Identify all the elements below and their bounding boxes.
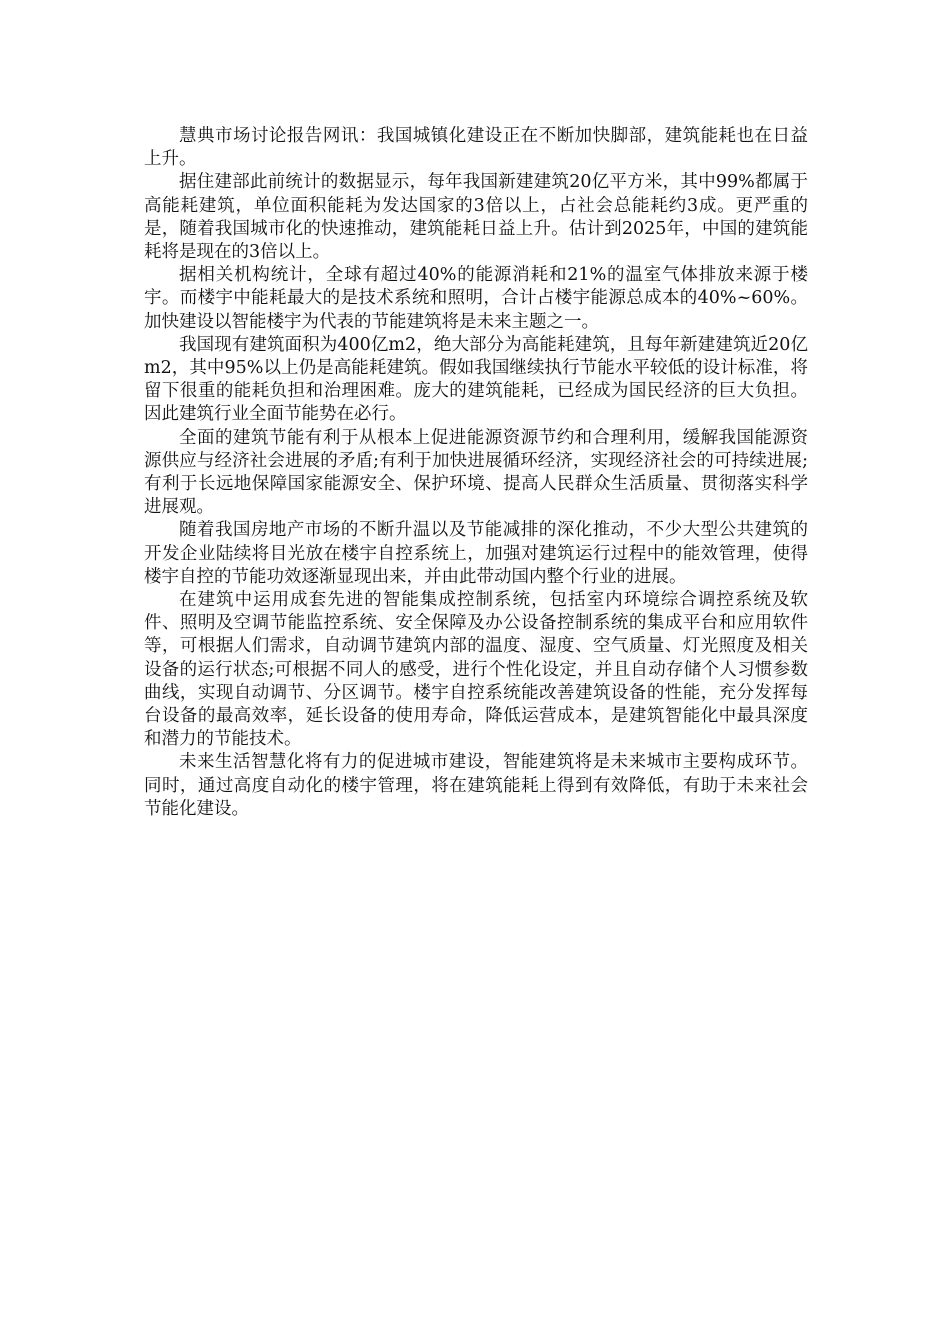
paragraph-8: 未来生活智慧化将有力的促进城市建设，智能建筑将是未来城市主要构成环节。同时，通过高度自动化的楼宇管理，将在建筑能耗上得到有效降低，有助于未来社会节能化建设。 bbox=[144, 752, 808, 819]
paragraph-2: 据住建部此前统计的数据显示，每年我国新建建筑20亿平方米，其中99%都属于高能耗建筑，单位面积能耗为发达国家的3倍以上，占社会总能耗约3成。更严重的是，随着我国城市化的快速推动，建筑能耗日益上升。估计到2025年，中国的建筑能耗将是现在的3倍以上。 bbox=[144, 172, 808, 263]
paragraph-5: 全面的建筑节能有利于从根本上促进能源资源节约和合理利用，缓解我国能源资源供应与经济社会进展的矛盾;有利于加快进展循环经济，实现经济社会的可持续进展;有利于长远地保障国家能源安全、保护环境、提高人民群众生活质量、贯彻落实科学进展观。 bbox=[144, 427, 808, 518]
paragraph-4: 我国现有建筑面积为400亿m2，绝大部分为高能耗建筑，且每年新建建筑近20亿m2，其中95%以上仍是高能耗建筑。假如我国继续执行节能水平较低的设计标准，将留下很重的能耗负担和治理困难。庞大的建筑能耗，已经成为国民经济的巨大负担。因此建筑行业全面节能势在必行。 bbox=[144, 334, 808, 425]
paragraph-1: 慧典市场讨论报告网讯：我国城镇化建设正在不断加快脚部，建筑能耗也在日益上升。 bbox=[144, 126, 808, 170]
paragraph-3: 据相关机构统计，全球有超过40%的能源消耗和21%的温室气体排放来源于楼宇。而楼宇中能耗最大的是技术系统和照明，合计占楼宇能源总成本的40%~60%。加快建设以智能楼宇为代表的节能建筑将是未来主题之一。 bbox=[144, 265, 808, 332]
document-body bbox=[144, 125, 808, 821]
paragraph-7: 在建筑中运用成套先进的智能集成控制系统，包括室内环境综合调控系统及软件、照明及空调节能监控系统、安全保障及办公设备控制系统的集成平台和应用软件等，可根据人们需求，自动调节建筑内部的温度、湿度、空气质量、灯光照度及相关设备的运行状态;可根据不同人的感受，进行个性化设定，并且自动存储个人习惯参数曲线，实现自动调节、分区调节。楼宇自控系统能改善建筑设备的性能，充分发挥每台设备的最高效率，延长设备的使用寿命，降低运营成本，是建筑智能化中最具深度和潜力的节能技术。 bbox=[144, 590, 808, 750]
paragraph-6: 随着我国房地产市场的不断升温以及节能减排的深化推动，不少大型公共建筑的开发企业陆续将目光放在楼宇自控系统上，加强对建筑运行过程中的能效管理，使得楼宇自控的节能功效逐渐显现出来，并由此带动国内整个行业的进展。 bbox=[144, 520, 808, 587]
